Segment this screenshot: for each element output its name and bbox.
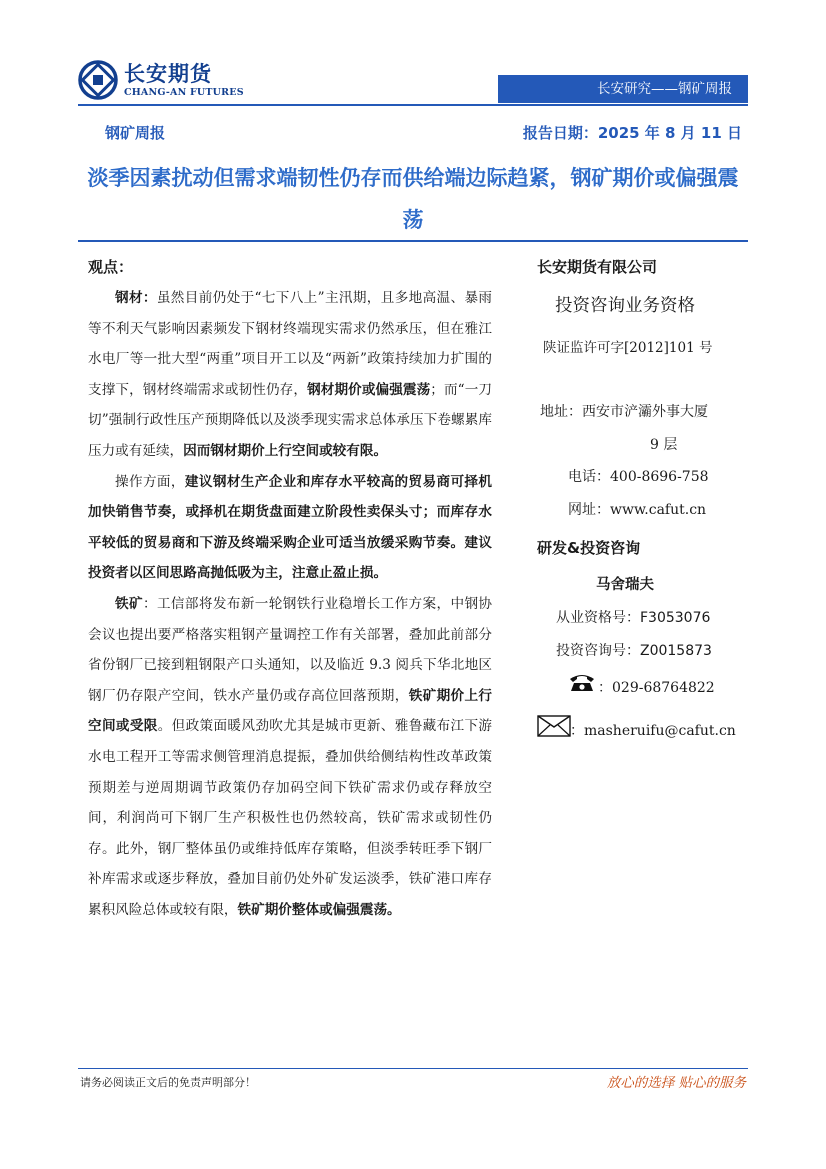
steel-bold-2: 因而钢材期价上行空间或较有限。 <box>183 442 388 459</box>
analyst-phone: ：029-68764822 <box>598 680 715 696</box>
header-tag: 长安研究——钢矿周报 <box>498 75 748 103</box>
company-name: 长安期货有限公司 <box>537 258 658 276</box>
footer-divider <box>78 1068 748 1069</box>
footer-disclaimer: 请务必阅读正文后的免责声明部分！ <box>80 1076 256 1089</box>
steel-paragraph <box>88 283 492 467</box>
header-divider <box>78 104 748 106</box>
ore-bold-2: 铁矿期价整体或偏强震荡。 <box>237 901 401 918</box>
company-address: 地址：西安市浐灞外事大厦 <box>540 404 708 420</box>
logo-emblem-icon <box>78 60 118 100</box>
main-content <box>88 252 492 925</box>
iron-ore-paragraph <box>88 589 492 926</box>
title-divider <box>78 240 748 242</box>
ore-colon: ： <box>142 595 157 612</box>
company-phone: 电话：400-8696-758 <box>568 469 709 485</box>
footer-slogan: 放心的选择 贴心的服务 <box>606 1075 746 1091</box>
analyst-consult-number: 投资咨询号：Z0015873 <box>556 643 712 659</box>
report-title: 淡季因素扰动但需求端韧性仍存而供给端边际趋紧，钢矿期价或偏强震荡 <box>87 166 739 232</box>
steel-label: 钢材： <box>115 290 157 306</box>
telephone-icon <box>568 672 596 692</box>
ore-bold-1: 铁矿期价上行空间或受限 <box>88 687 493 735</box>
logo-text-cn: 长安期货 <box>124 62 212 86</box>
steel-text-1: 虽然目前仍处于“七下八上”主汛期，且多地高温、暴雨等不利天气影响因素频发下钢材终端现实需求仍然承压，但在雅江水电厂等一批大型“两重”项目开工以及“两新”政策持续加力扩围的支撑下，钢材终端需求或韧性仍存， <box>88 290 492 398</box>
analyst-qualification-number: 从业资格号：F3053076 <box>556 610 711 626</box>
ore-text-1: 工信部将发布新一轮钢铁行业稳增长工作方案，中钢协会议也提出要严格落实粗钢产量调控工作有关部署，叠加此前部分省份钢厂已接到粗钢限产口头通知，以及临近 9.3 阅兵下华北地区钢厂仍存限产空间，铁水产量仍或存高位回落预期， <box>88 595 493 704</box>
report-date: 报告日期：2025 年 8 月 11 日 <box>522 124 742 142</box>
logo-text-en: CHANG-AN FUTURES <box>124 87 244 98</box>
envelope-icon <box>537 715 571 737</box>
company-license: 陕证监许可字[2012]101 号 <box>543 340 713 356</box>
company-logo <box>78 58 244 104</box>
ops-bold-1: 建议钢材生产企业和库存水平较高的贸易商可择机加快销售节奏，或择机在期货盘面建立阶段性卖保头寸；而库存水平较低的贸易商和下游及终端采购企业可适当放缓采购节奏。建议投资者以区间思路高抛低吸为主，注意止盈止损。 <box>88 473 493 582</box>
company-website[interactable]: 网址：www.cafut.cn <box>568 502 707 518</box>
ore-label: 铁矿 <box>115 595 143 612</box>
viewpoint-heading: 观点： <box>88 258 134 276</box>
steel-bold-1: 钢材期价或偏强震荡 <box>307 381 431 398</box>
company-certification: 投资咨询业务资格 <box>555 296 695 316</box>
report-column: 钢矿周报 <box>105 124 166 142</box>
analyst-email[interactable]: ：masheruifu@cafut.cn <box>570 723 736 739</box>
research-heading: 研发&投资咨询 <box>537 539 641 557</box>
operations-paragraph <box>88 467 492 589</box>
ops-text-1: 操作方面， <box>115 473 185 490</box>
analyst-name: 马舍瑞夫 <box>596 577 654 593</box>
company-address-cont: 9 层 <box>650 437 678 453</box>
steel-text-2: ；而“一刀切”强制行政性压产预期降低以及淡季现实需求总体承压下卷螺累库压力或有延续， <box>88 381 493 459</box>
ore-text-2: 。但政策面暖风劲吹尤其是城市更新、雅鲁藏布江下游水电工程开工等需求侧管理消息提振，叠加供给侧结构性改革政策预期差与逆周期调节政策仍存加码空间下铁矿需求仍或存释放空间，利润尚可下钢厂生产积极性也仍然较高，铁矿需求或韧性仍存。此外，钢厂整体虽仍或维持低库存策略，但淡季转旺季下钢厂补库需求或逐步释放，叠加目前仍处外矿发运淡季，铁矿港口库存累积风险总体或较有限， <box>88 718 493 918</box>
